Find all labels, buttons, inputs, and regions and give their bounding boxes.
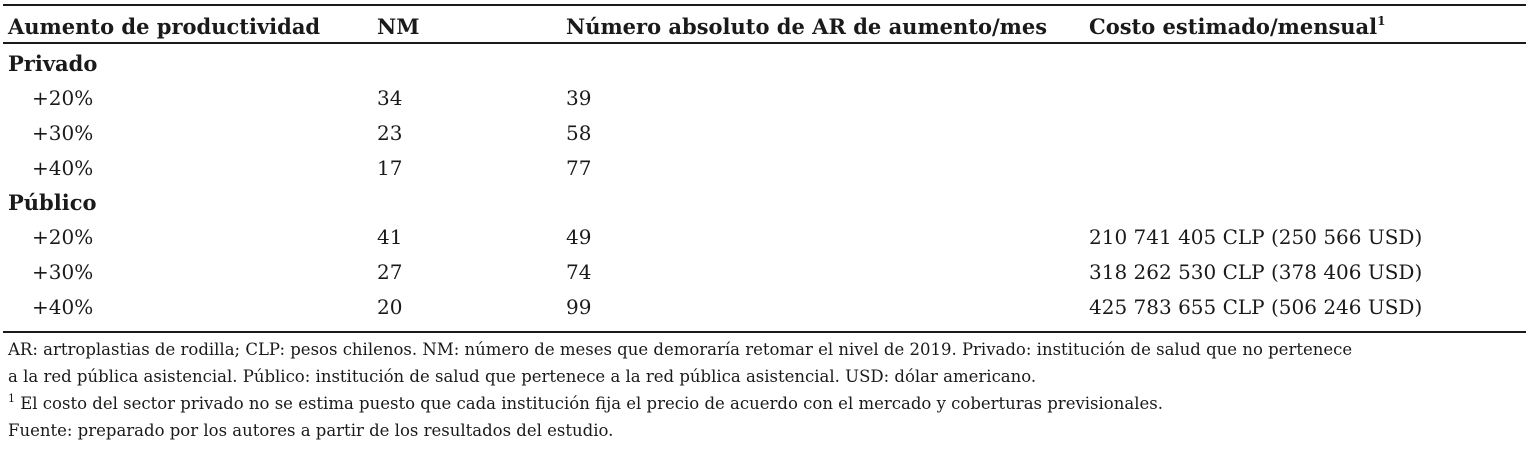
row-publico-2-aumento: +30%: [32, 260, 94, 284]
row-privado-3-nm: 17: [377, 156, 403, 180]
footnote-1: [8, 394, 1163, 414]
row-publico-1-ar: 49: [566, 225, 592, 249]
row-publico-1-aumento: +20%: [32, 225, 94, 249]
row-privado-1-ar: 39: [566, 86, 592, 110]
footnote-abbreviations-line2: a la red pública asistencial. Público: institución de salud que pertenece a la red pública asistencial. USD: dólar americano.: [8, 367, 1037, 386]
row-publico-3-ar: 99: [566, 295, 592, 319]
row-privado-2-ar: 58: [566, 121, 592, 145]
footnote-source: Fuente: preparado por los autores a partir de los resultados del estudio.: [8, 421, 614, 440]
row-privado-1-nm: 34: [377, 86, 403, 110]
header-costo-footnote-mark: 1: [1377, 14, 1386, 28]
row-publico-2-costo: 318 262 530 CLP (378 406 USD): [1089, 260, 1423, 284]
row-publico-3-costo: 425 783 655 CLP (506 246 USD): [1089, 295, 1423, 319]
row-privado-1-aumento: +20%: [32, 86, 94, 110]
footnote-1-text: El costo del sector privado no se estima puesto que cada institución fija el precio de acuerdo con el mercado y coberturas previsionales.: [15, 394, 1163, 413]
group-label-publico: Público: [8, 190, 97, 215]
row-privado-3-aumento: +40%: [32, 156, 94, 180]
table-bottom-rule: [3, 331, 1526, 333]
group-label-privado: Privado: [8, 51, 98, 76]
header-aumento: Aumento de productividad: [8, 14, 321, 39]
table-top-rule: [3, 4, 1526, 6]
row-publico-3-nm: 20: [377, 295, 403, 319]
footnote-1-mark: 1: [8, 392, 15, 405]
row-privado-3-ar: 77: [566, 156, 592, 180]
footnote-abbreviations-line1: AR: artroplastias de rodilla; CLP: pesos chilenos. NM: número de meses que demoraría retomar el nivel de 2019. Privado: institución de salud que no pertenece: [8, 340, 1353, 359]
row-publico-2-ar: 74: [566, 260, 592, 284]
header-costo-label: Costo estimado/mensual: [1089, 14, 1378, 39]
row-publico-2-nm: 27: [377, 260, 403, 284]
header-nm: NM: [377, 14, 420, 39]
row-privado-2-aumento: +30%: [32, 121, 94, 145]
row-publico-1-nm: 41: [377, 225, 403, 249]
header-costo: [1089, 15, 1386, 39]
header-rule: [3, 42, 1526, 44]
row-publico-1-costo: 210 741 405 CLP (250 566 USD): [1089, 225, 1423, 249]
row-privado-2-nm: 23: [377, 121, 403, 145]
header-ar-count: Número absoluto de AR de aumento/mes: [566, 14, 1048, 39]
row-publico-3-aumento: +40%: [32, 295, 94, 319]
